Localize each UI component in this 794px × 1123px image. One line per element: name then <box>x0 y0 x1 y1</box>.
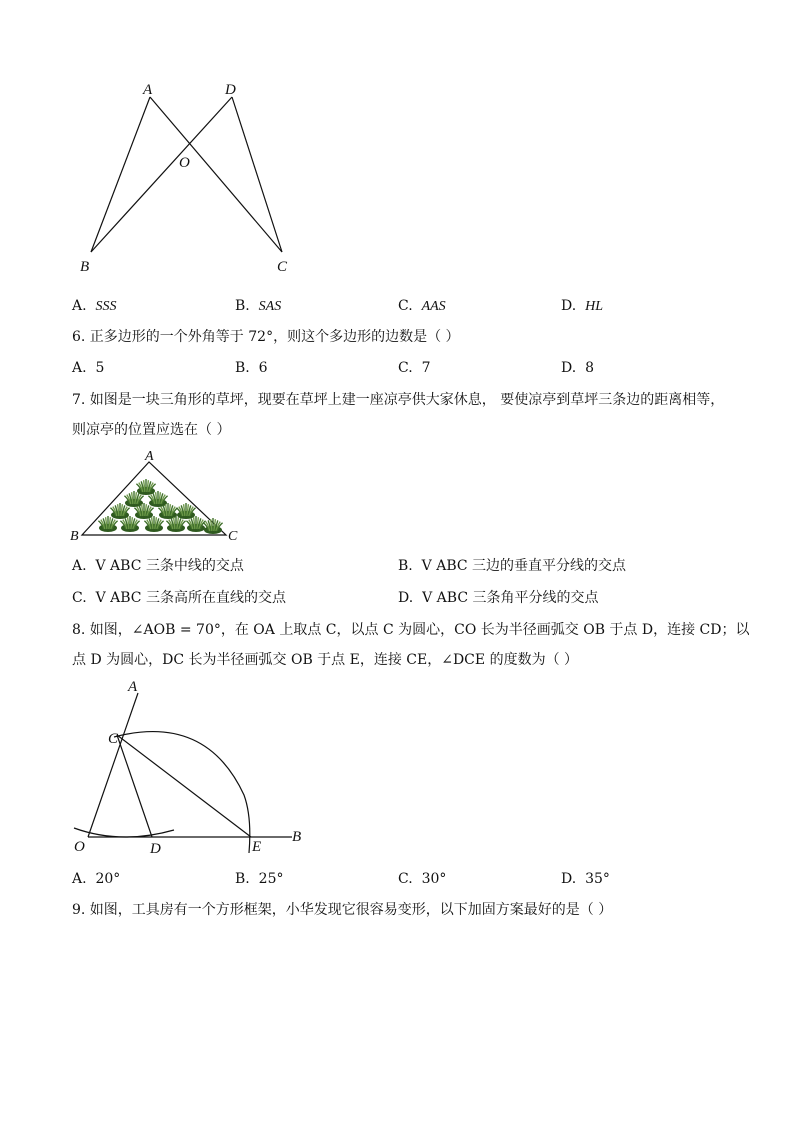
option-letter: B. <box>235 871 250 887</box>
figure-q7-lawn <box>68 448 248 543</box>
segment-ac <box>150 97 282 252</box>
option-letter: A. <box>72 360 87 376</box>
option-letter: D. <box>561 871 577 887</box>
option-letter: D. <box>561 298 577 314</box>
option-letter: D. <box>398 590 414 606</box>
label-b: B <box>80 259 90 275</box>
option-text: HL <box>585 299 603 314</box>
q8-option-a[interactable] <box>72 869 120 889</box>
q5-option-c[interactable] <box>398 296 446 317</box>
q8-option-c[interactable] <box>398 869 446 889</box>
option-text: SAS <box>258 299 282 314</box>
q8-option-d[interactable] <box>561 869 610 889</box>
segment-ab <box>91 97 150 252</box>
label-d: D <box>225 82 236 98</box>
option-letter: C. <box>398 871 413 887</box>
label-c: C <box>228 529 238 543</box>
label-o: O <box>179 155 190 171</box>
q7-stem-line1: 7. 如图是一块三角形的草坪，现要在草坪上建一座凉亭供大家休息， 要使凉亭到草坪三条边的距离相等， <box>72 392 725 408</box>
option-text: 6 <box>258 360 268 376</box>
q7-option-c[interactable] <box>72 588 286 608</box>
option-text: 20° <box>95 871 121 887</box>
q7-option-d[interactable] <box>398 588 598 608</box>
option-text: AAS <box>421 299 446 314</box>
q8-stem-line1: 8. 如图，∠AOB = 70°，在 OA 上取点 C，以点 C 为圆心，CO 长为半径画弧交 OB 于点 D，连接 CD；以 <box>72 622 750 638</box>
q6-stem: 6. 正多边形的一个外角等于 72°，则这个多边形的边数是（ ） <box>72 329 460 345</box>
label-d: D <box>150 841 161 857</box>
figure-q8 <box>66 675 316 860</box>
q6-option-a[interactable] <box>72 358 104 378</box>
q7-option-a[interactable] <box>72 556 244 576</box>
option-text: V ABC 三条中线的交点 <box>95 558 244 574</box>
q5-option-b[interactable] <box>235 296 281 317</box>
q6-option-b[interactable] <box>235 358 268 378</box>
segment-cd <box>117 735 152 837</box>
segment-ce <box>117 735 251 837</box>
segment-db <box>91 97 232 252</box>
option-letter: D. <box>561 360 577 376</box>
q8-stem-line2: 点 D 为圆心，DC 长为半径画弧交 OB 于点 E，连接 CE，∠DCE 的度数为（ ） <box>72 652 579 668</box>
label-c: C <box>108 731 119 747</box>
option-letter: C. <box>398 298 413 314</box>
q7-option-b[interactable] <box>398 556 626 576</box>
option-letter: B. <box>235 360 250 376</box>
q5-option-a[interactable] <box>72 296 116 317</box>
option-text: 5 <box>95 360 105 376</box>
option-text: 30° <box>421 871 447 887</box>
label-a: A <box>145 449 154 464</box>
ray-oa <box>88 693 138 837</box>
label-c: C <box>277 259 288 275</box>
option-text: V ABC 三条高所在直线的交点 <box>95 590 286 606</box>
option-text: V ABC 三条角平分线的交点 <box>422 590 599 606</box>
option-text: V ABC 三边的垂直平分线的交点 <box>421 558 627 574</box>
label-b: B <box>70 529 79 543</box>
option-text: 7 <box>421 360 431 376</box>
label-a: A <box>128 679 138 695</box>
label-a: A <box>143 82 153 98</box>
option-letter: B. <box>235 298 250 314</box>
q5-option-d[interactable] <box>561 296 603 317</box>
option-letter: C. <box>398 360 413 376</box>
option-letter: C. <box>72 590 87 606</box>
q6-option-c[interactable] <box>398 358 431 378</box>
figure-q5 <box>70 75 310 280</box>
option-text: 8 <box>585 360 595 376</box>
option-letter: A. <box>72 298 87 314</box>
option-text: 35° <box>585 871 610 887</box>
segment-dc <box>232 97 282 252</box>
label-e: E <box>252 839 262 855</box>
q9-stem: 9. 如图，工具房有一个方形框架，小华发现它很容易变形，以下加固方案最好的是（ ） <box>72 902 613 918</box>
label-b: B <box>292 829 302 845</box>
q8-option-b[interactable] <box>235 869 283 889</box>
option-text: SSS <box>95 299 117 314</box>
option-letter: A. <box>72 871 87 887</box>
arc-center-d <box>114 732 250 853</box>
q6-option-d[interactable] <box>561 358 594 378</box>
option-letter: B. <box>398 558 413 574</box>
option-text: 25° <box>258 871 284 887</box>
option-letter: A. <box>72 558 87 574</box>
label-o: O <box>74 839 85 855</box>
q7-stem-line2: 则凉亭的位置应选在（ ） <box>72 422 231 438</box>
